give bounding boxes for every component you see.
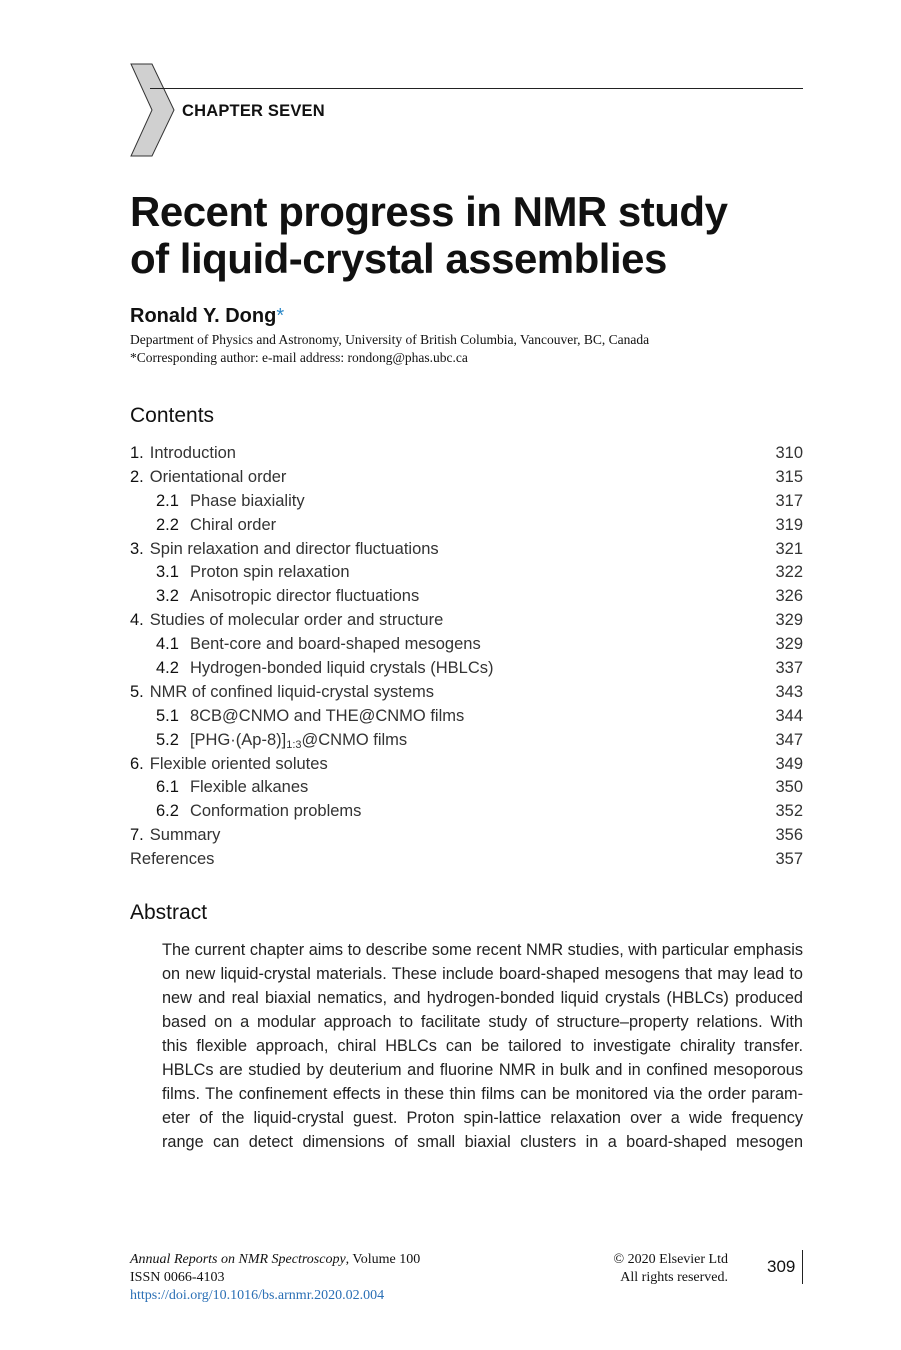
abstract-line: films. The confinement effects in these thin films can be monitored via the order param- [162, 1085, 803, 1103]
toc-entry-number: 6. [130, 754, 144, 773]
toc-entry[interactable] [130, 657, 803, 681]
toc-entry-number: 4.1 [156, 635, 179, 654]
toc-entry-page: 343 [775, 682, 803, 701]
abstract-line: range can detect dimensions of small biaxial clusters in a board-shaped mesogen [162, 1133, 803, 1151]
toc-entry[interactable] [130, 442, 803, 466]
toc-entry-page: 344 [775, 706, 803, 725]
toc-entry[interactable] [130, 824, 803, 848]
toc-entry-page: 349 [775, 754, 803, 773]
toc-entry-number: 2.1 [156, 491, 179, 510]
toc-entry[interactable] [130, 490, 803, 514]
toc-entry-page: 315 [775, 467, 803, 486]
toc-entry-number: 3. [130, 539, 144, 558]
toc-entry-title-part: [PHG·(Ap-8)] [189, 730, 287, 749]
toc-entry[interactable] [130, 800, 803, 824]
contents-heading: Contents [130, 404, 215, 427]
toc-entry-number: 2.2 [156, 515, 179, 534]
journal-volume: , Volume 100 [345, 1252, 421, 1267]
author-name [130, 305, 284, 328]
toc-entry[interactable] [130, 585, 803, 609]
toc-entry-number: 2. [130, 467, 144, 486]
footer-copyright [560, 1251, 728, 1287]
toc-entry-number: 6.2 [156, 802, 179, 821]
toc-entry-page: 347 [775, 730, 803, 749]
abstract-line: on new liquid-crystal materials. These include board-shaped mesogens that may lead to [162, 965, 803, 983]
toc-entry-title: Introduction [149, 444, 236, 462]
toc-entry[interactable] [130, 776, 803, 800]
footer-publication-info [130, 1251, 420, 1305]
toc-entry-number: 7. [130, 826, 144, 845]
abstract-heading: Abstract [130, 901, 208, 924]
issn: ISSN 0066-4103 [130, 1270, 225, 1285]
author-affiliation-block [130, 331, 830, 367]
toc-entry[interactable] [130, 633, 803, 657]
toc-entry-title: Studies of molecular order and structure [149, 611, 444, 630]
toc-entry-number: 3.2 [156, 587, 179, 606]
toc-entry-title: Proton spin relaxation [189, 563, 350, 582]
copyright-line: © 2020 Elsevier Ltd [613, 1252, 728, 1267]
journal-name: Annual Reports on NMR Spectroscopy [130, 1252, 346, 1267]
abstract-line: this flexible approach, chiral HBLCs can be tailored to investigate chirality transfer. [162, 1037, 803, 1055]
toc-entry-number: 4. [130, 611, 144, 630]
toc-entry-title-part: @CNMO films [301, 730, 408, 749]
author-name-text: Ronald Y. Dong [130, 305, 277, 327]
toc-entry-number: 5. [130, 682, 144, 701]
toc-entry-page: 310 [775, 444, 803, 462]
abstract-line: eter of the liquid-crystal guest. Proton spin-lattice relaxation over a wide frequency [162, 1109, 803, 1127]
chapter-header-rule [150, 88, 803, 89]
abstract-body [162, 938, 803, 1154]
toc-entry-title: Hydrogen-bonded liquid crystals (HBLCs) [189, 659, 494, 678]
doi-link[interactable]: https://doi.org/10.1016/bs.arnmr.2020.02.004 [130, 1288, 385, 1303]
toc-entry-title: Orientational order [149, 467, 287, 486]
toc-entry-title: Phase biaxiality [189, 491, 305, 510]
toc-entry-title: Summary [149, 826, 221, 845]
rights-line: All rights reserved. [620, 1270, 728, 1285]
toc-entry-title: Anisotropic director fluctuations [189, 587, 420, 606]
toc-entry-page: 326 [775, 587, 803, 606]
toc-entry-title: Conformation problems [189, 802, 362, 821]
table-of-contents [130, 442, 803, 872]
toc-entry[interactable] [130, 848, 803, 872]
toc-entry-page: 317 [775, 491, 803, 510]
toc-entry-title [190, 731, 407, 749]
toc-entry-page: 329 [775, 635, 803, 654]
toc-entry-page: 319 [775, 515, 803, 534]
corresponding-author-email: *Corresponding author: e-mail address: rondong@phas.ubc.ca [130, 350, 468, 365]
toc-entry-title-subscript: 1:3 [286, 738, 302, 751]
toc-entry-title: Flexible oriented solutes [149, 754, 328, 773]
toc-entry-title: NMR of confined liquid-crystal systems [149, 682, 435, 701]
toc-entry[interactable] [130, 729, 803, 753]
toc-entry[interactable] [130, 561, 803, 585]
toc-entry-page: 352 [775, 802, 803, 821]
abstract-line: based on a modular approach to facilitate study of structure–property relations. With [162, 1013, 803, 1031]
toc-entry-title: Chiral order [189, 515, 277, 534]
toc-entry-number: 1. [130, 444, 144, 462]
page-number-rule [802, 1250, 803, 1284]
toc-entry-page: 356 [775, 826, 803, 845]
page-number: 309 [767, 1257, 796, 1276]
toc-entry[interactable] [130, 681, 803, 705]
corresponding-author-marker[interactable]: * [276, 305, 285, 327]
toc-entry-number: 5.1 [156, 706, 179, 725]
toc-entry-number: 3.1 [156, 563, 179, 582]
toc-entry[interactable] [130, 466, 803, 490]
toc-entry-page: 329 [775, 611, 803, 630]
abstract-line: The current chapter aims to describe some recent NMR studies, with particular emphasis [162, 941, 803, 959]
toc-entry-title: Bent-core and board-shaped mesogens [189, 635, 481, 654]
toc-entry-title: References [130, 850, 215, 869]
toc-entry-page: 322 [775, 563, 803, 582]
abstract-line: HBLCs are studied by deuterium and fluorine NMR in bulk and in confined mesoporous [162, 1061, 803, 1079]
abstract-line: new and real biaxial nematics, and hydrogen-bonded liquid crystals (HBLCs) produced [162, 989, 803, 1007]
toc-entry-number: 4.2 [156, 659, 179, 678]
toc-entry[interactable] [130, 609, 803, 633]
toc-entry[interactable] [130, 753, 803, 777]
affiliation: Department of Physics and Astronomy, University of British Columbia, Vancouver, BC, Canada [130, 332, 650, 347]
toc-entry[interactable] [130, 538, 803, 562]
chapter-chevron-graphic [130, 63, 175, 157]
chapter-title-line-1: Recent progress in NMR study [130, 188, 728, 235]
toc-entry-page: 357 [775, 850, 803, 869]
toc-entry-page: 337 [775, 659, 803, 678]
toc-entry[interactable] [130, 514, 803, 538]
toc-entry-number: 5.2 [156, 730, 179, 749]
toc-entry-page: 321 [775, 539, 803, 558]
toc-entry-page: 350 [775, 778, 803, 797]
toc-entry-title: 8CB@CNMO and THE@CNMO films [189, 706, 465, 725]
toc-entry-title: Spin relaxation and director fluctuations [149, 539, 439, 558]
chapter-title [130, 188, 820, 282]
toc-entry-number: 6.1 [156, 778, 179, 797]
toc-entry-title: Flexible alkanes [189, 778, 309, 797]
toc-entry[interactable] [130, 705, 803, 729]
chapter-label: CHAPTER SEVEN [182, 102, 325, 120]
chapter-title-line-2: of liquid-crystal assemblies [130, 235, 667, 282]
